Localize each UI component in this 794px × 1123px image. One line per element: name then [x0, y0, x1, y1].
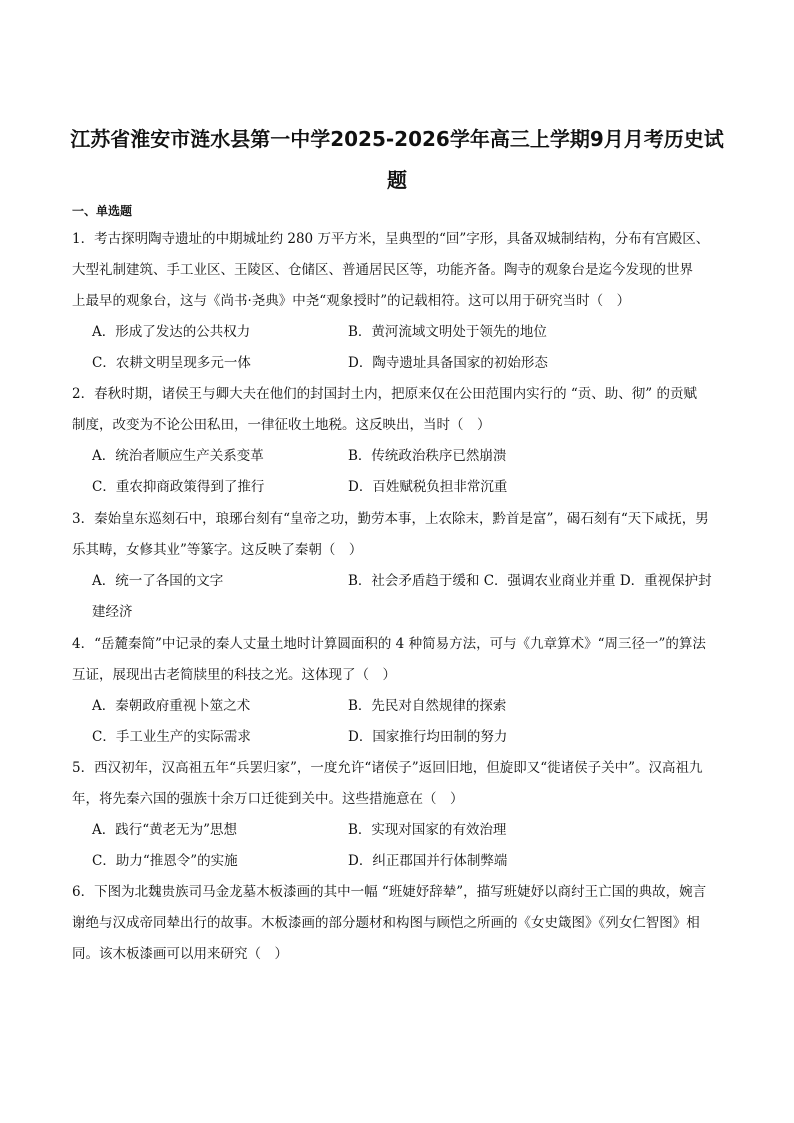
- question-1-option-a[interactable]: A．形成了发达的公共权力: [92, 324, 251, 340]
- question-1-text-line: 上最早的观象台，这与《尚书·尧典》中尧“观象授时”的记载相符。这可以用于研究当时（ ）: [72, 293, 631, 309]
- question-2-option-d[interactable]: D．百姓赋税负担非常沉重: [348, 479, 508, 495]
- question-2-text-line: 2．春秋时期，诸侯王与卿大夫在他们的封国封土内，把原来仅在公田范围内实行的 “贡、助、彻” 的贡赋: [72, 386, 697, 402]
- question-2-text-line: 制度，改变为不论公田私田，一律征收土地税。这反映出，当时（ ）: [72, 417, 491, 433]
- question-6-text-line: 谢绝与汉成帝同辇出行的故事。木板漆画的部分题材和构图与顾恺之所画的《女史箴图》《列女仁智图》相: [72, 915, 700, 931]
- question-5-text-line: 5．西汉初年，汉高祖五年“兵罢归家”，一度允许“诸侯子”返回旧地，但旋即又“徙诸侯子关中”。汉高祖九: [72, 760, 703, 776]
- question-3-option-d-continued: 建经济: [92, 604, 133, 620]
- question-1-option-c[interactable]: C．农耕文明呈现多元一体: [92, 355, 251, 371]
- question-2-option-c[interactable]: C．重农抑商政策得到了推行: [92, 479, 265, 495]
- question-4-option-b[interactable]: B．先民对自然规律的探索: [348, 698, 507, 714]
- question-4-option-d[interactable]: D．国家推行均田制的努力: [348, 729, 508, 745]
- question-4-option-c[interactable]: C．手工业生产的实际需求: [92, 729, 251, 745]
- question-1-text-line: 1．考古探明陶寺遗址的中期城址约 280 万平方米，呈典型的“回”字形，具备双城制结构，分布有宫殿区、: [72, 231, 710, 247]
- section-heading: 一、单选题: [72, 204, 133, 218]
- question-5-option-a[interactable]: A．践行“黄老无为”思想: [92, 822, 238, 838]
- exam-title-line-1: 江苏省淮安市涟水县第一中学2025-2026学年高三上学期9月月考历史试: [70, 127, 724, 151]
- question-5-text-line: 年，将先秦六国的强族十余万口迁徙到关中。这些措施意在（ ）: [72, 791, 464, 807]
- question-4-text-line: 互证，展现出古老简牍里的科技之光。这体现了（ ）: [72, 667, 396, 683]
- question-1-text-line: 大型礼制建筑、手工业区、王陵区、仓储区、普通居民区等，功能齐备。陶寺的观象台是迄今发现的世界: [72, 262, 693, 278]
- question-2-option-b[interactable]: B．传统政治秩序已然崩溃: [348, 448, 507, 464]
- question-5-option-d[interactable]: D．纠正郡国并行体制弊端: [348, 853, 508, 869]
- question-1-option-d[interactable]: D．陶寺遗址具备国家的初始形态: [348, 355, 548, 371]
- question-3-text-line: 3．秦始皇东巡刻石中，琅琊台刻有“皇帝之功，勤劳本事，上农除末，黔首是富”，碣石刻有“天下咸抚，男: [72, 511, 709, 527]
- exam-title-line-2: 题: [387, 168, 407, 192]
- question-4-option-a[interactable]: A．秦朝政府重视卜筮之术: [92, 698, 251, 714]
- question-5-option-c[interactable]: C．助力“推恩令”的实施: [92, 853, 238, 869]
- question-1-option-b[interactable]: B．黄河流域文明处于领先的地位: [348, 324, 547, 340]
- question-6-text-line: 同。该木板漆画可以用来研究（ ）: [72, 946, 288, 962]
- question-4-text-line: 4．“岳麓秦简”中记录的秦人丈量土地时计算圆面积的 4 种简易方法，可与《九章算术》“周三径一”的算法: [72, 636, 706, 652]
- question-3-options-bcd[interactable]: B．社会矛盾趋于缓和 C．强调农业商业并重 D．重视保护封: [348, 573, 712, 589]
- question-5-option-b[interactable]: B．实现对国家的有效治理: [348, 822, 507, 838]
- question-3-text-line: 乐其畴，女修其业”等篆字。这反映了秦朝（ ）: [72, 542, 363, 558]
- question-2-option-a[interactable]: A．统治者顺应生产关系变革: [92, 448, 264, 464]
- question-3-option-a[interactable]: A．统一了各国的文字: [92, 573, 224, 589]
- question-6-text-line: 6．下图为北魏贵族司马金龙墓木板漆画的其中一幅 “班婕妤辞辇”，描写班婕妤以商纣王亡国的典故，婉言: [72, 884, 707, 900]
